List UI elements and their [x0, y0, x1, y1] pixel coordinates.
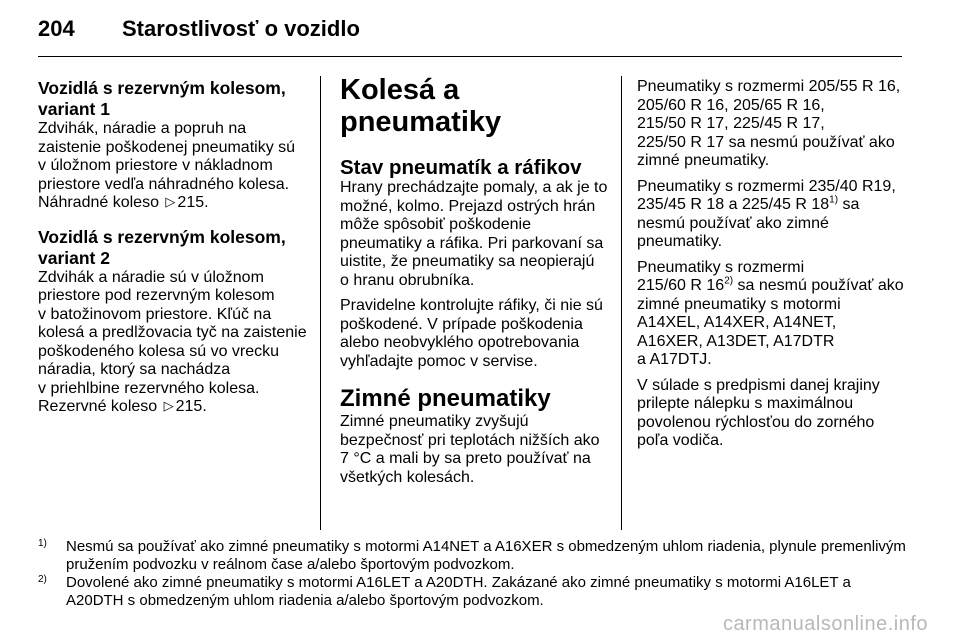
column-divider-1 — [320, 76, 321, 530]
paragraph-variant-1: Zdvihák, náradie a popruh na zaistenie poškodenej pneumatiky sú v úložnom priestore v nákladnom priestore vedľa náhradného kolesa. — [38, 120, 296, 193]
column-2 — [340, 74, 612, 487]
column-divider-2 — [621, 76, 622, 530]
reference-spare-wheel-1 — [38, 194, 308, 213]
page-title: Starostlivosť o vozidlo — [122, 16, 360, 41]
reference-page: 215. — [177, 194, 209, 211]
footnotes — [38, 538, 908, 610]
reference-text: Rezervné koleso — [38, 398, 158, 415]
heading-winter-tyres: Zimné pneumatiky — [340, 385, 551, 412]
page-reference-arrow-icon: ▷ — [163, 398, 174, 413]
column-1 — [38, 78, 308, 417]
paragraph-tyre-sizes-2: Pneumatiky s rozmermi 235/40 R19, 235/45 R 18 a 225/45 R 18$^{1)}$ sa nesmú používať ako zimné pneumatiky. — [637, 177, 896, 250]
footnote-mark-2: 2) — [724, 275, 734, 287]
reference-page: 215. — [175, 398, 207, 415]
heading-tyre-condition: Stav pneumatík a ráfikov — [340, 156, 582, 179]
column-3 — [637, 78, 905, 451]
footnote-mark-1: 1) — [829, 194, 839, 206]
paragraph-winter-tyres: Zimné pneumatiky zvyšujú bezpečnosť pri teplotách nižších ako 7 °C a mali by sa preto používať na všetkých kolesách. — [340, 413, 600, 486]
paragraph-tyre-sizes-3: Pneumatiky s rozmermi 215/60 R 16$^{2)}$ sa nesmú používať ako zimné pneumatiky s motormi A14XEL, A14XER, A14NET, A16XER, A13DET, A17DTR a A17DTJ. — [637, 258, 904, 368]
paragraph-tyre-sizes-1: Pneumatiky s rozmermi 205/55 R 16, 205/60 R 16, 205/65 R 16, 215/50 R 17, 225/45 R 17, 225/50 R 17 sa nesmú používať ako zimné pneumatiky. — [637, 78, 901, 169]
reference-spare-wheel-2 — [38, 398, 308, 417]
header-divider — [38, 56, 902, 57]
page-number: 204 — [38, 16, 75, 41]
watermark: carmanualsonline.info — [722, 613, 928, 635]
paragraph-speed-sticker: V súlade s predpismi danej krajiny prilepte nálepku s maximálnou povolenou rýchlosťou do zorného poľa vodiča. — [637, 376, 880, 449]
paragraph-variant-2: Zdvihák a náradie sú v úložnom priestore pod rezervným kolesom v batožinovom priestore. Kľúč na kolesá a predlžovacia tyč na zaistenie poškodeného kolesa sú vo vrecku náradia, ktorý sa nachádza v priehlbine rezervného kolesa. — [38, 268, 307, 397]
footnote-2 — [38, 574, 908, 610]
footnote-number: 1) — [38, 538, 47, 549]
reference-text: Náhradné koleso — [38, 194, 159, 211]
paragraph-rim-check: Pravidelne kontrolujte ráfiky, či nie sú poškodené. V prípade poškodenia alebo neobvyklého opotrebovania vyhľadajte pomoc v servise. — [340, 297, 603, 370]
heading-variant-2: Vozidlá s rezervným kolesom, variant 2 — [38, 226, 286, 268]
footnote-1 — [38, 538, 908, 574]
page-header — [38, 16, 360, 42]
footnote-text: Nesmú sa používať ako zimné pneumatiky s motormi A14NET a A16XER s obmedzeným uhlom riadenia, plynule premenlivým pružením podvozku v reálnom čase a/alebo športovým podvozkom. — [66, 538, 906, 573]
footnote-text: Dovolené ako zimné pneumatiky s motormi A16LET a A20DTH. Zakázané ako zimné pneumatiky s motormi A16LET a A20DTH s obmedzeným uhlom riadenia a/alebo športovým podvozkom. — [66, 574, 851, 609]
paragraph-tyre-condition: Hrany prechádzajte pomaly, a ak je to možné, kolmo. Prejazd ostrých hrán môže spôsobiť poškodenie pneumatiky a ráfika. Pri parkovaní sa uistite, že pneumatiky sa neopierajú o hranu obrubníka. — [340, 179, 608, 289]
section-title: Kolesá a pneumatiky — [340, 74, 502, 138]
heading-variant-1: Vozidlá s rezervným kolesom, variant 1 — [38, 78, 286, 119]
footnote-number: 2) — [38, 574, 47, 585]
page-reference-arrow-icon: ▷ — [165, 194, 176, 209]
